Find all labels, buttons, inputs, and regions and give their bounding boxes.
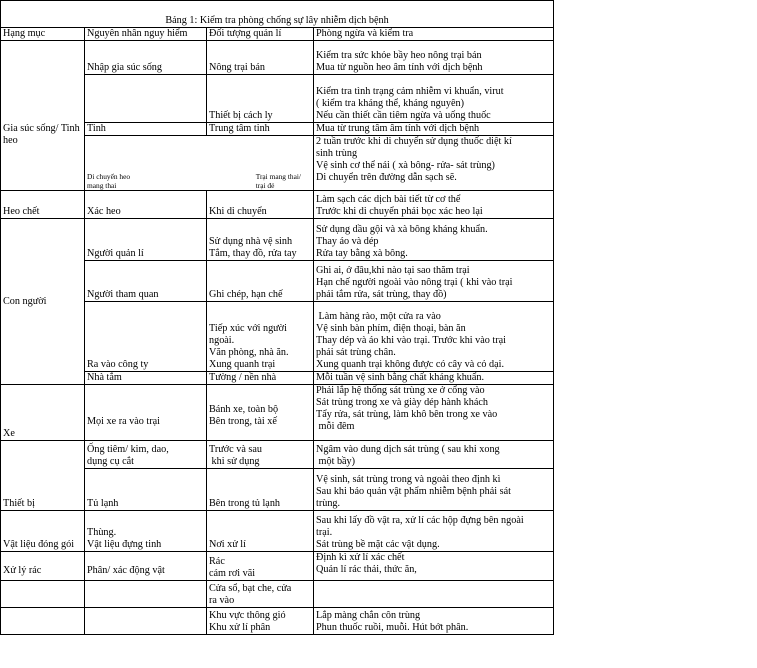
measure-line: Nếu cần thiết cần tiêm ngừa và uống thuốc <box>316 110 491 121</box>
measure-line: Sau khi lấy đồ vật ra, xử lí các hộp đựng bên ngoài <box>316 515 524 526</box>
measure-cell <box>314 302 554 372</box>
target-cell <box>207 441 314 469</box>
empty-cell <box>1 581 85 608</box>
header-row <box>1 28 554 41</box>
cause-cell <box>85 75 207 123</box>
measure-line: Xung quanh trại không được có cây và cỏ dại. <box>316 359 505 370</box>
category-dead: Heo chết <box>1 191 85 219</box>
measure-cell <box>314 261 554 302</box>
measure-line: Thay áo và dép <box>316 236 379 247</box>
empty-cell <box>85 608 207 635</box>
measure-line: Tẩy rửa, sát trùng, làm khô bên trong xe vào <box>316 409 498 420</box>
measure-line: Hạn chế người ngoài vào nông trại ( khi vào trại <box>316 277 513 288</box>
empty-cell <box>1 608 85 635</box>
cause-cell: Người quản lí <box>85 219 207 261</box>
measure-line: Kiểm tra sức khỏe bầy heo nông trại bán <box>316 50 482 61</box>
target-line: khi sử dụng <box>209 456 260 467</box>
category-vehicle: Xe <box>1 385 85 441</box>
measure-line: Lắp màng chắn côn trùng <box>316 610 421 621</box>
target-line: Khu xử lí phân <box>209 622 271 633</box>
cause-cell: Ra vào công ty <box>85 302 207 372</box>
sub-line: mang thai <box>87 181 117 190</box>
sub-line: Trại mang thai/ <box>255 172 301 181</box>
table-title: Bảng 1: Kiểm tra phòng chống sự lây nhiễm dịch bệnh <box>1 1 554 28</box>
target-cell: Tường / nền nhà <box>207 372 314 385</box>
header-cause: Nguyên nhân nguy hiểm <box>85 28 207 41</box>
table-row <box>1 219 554 261</box>
table-row <box>1 41 554 75</box>
target-line: Văn phòng, nhà ăn. <box>209 347 289 358</box>
measure-line: sinh trùng <box>316 148 358 159</box>
target-line: Bánh xe, toàn bộ <box>209 404 279 415</box>
cause-cell: Nhà tắm <box>85 372 207 385</box>
target-cell <box>207 219 314 261</box>
cause-cell: Mọi xe ra vào trại <box>85 385 207 441</box>
target-line: Cửa sổ, bạt che, cửa <box>209 583 292 594</box>
measure-line: Ngâm vào dung dịch sát trùng ( sau khi xong <box>316 444 500 455</box>
target-line: Xung quanh trại <box>209 359 276 370</box>
measure-cell <box>314 41 554 75</box>
measure-cell: Mua từ trung tâm âm tính với dịch bệnh <box>314 123 554 136</box>
measure-cell <box>314 469 554 511</box>
target-cell: Nông trại bán <box>207 41 314 75</box>
measure-line: một bầy) <box>316 456 356 467</box>
measure-cell <box>314 511 554 552</box>
cause-cell: Tinh <box>85 123 207 136</box>
table-row <box>1 581 554 608</box>
measure-line: phải tắm rửa, sát trùng, thay đồ) <box>316 289 447 300</box>
measure-line: Rửa tay bằng xà bông. <box>316 248 408 259</box>
measure-line: trùng. <box>316 498 341 509</box>
measure-line: Kiểm tra tình trạng cảm nhiễm vi khuẩn, virut <box>316 86 504 97</box>
measure-line: Mua từ nguồn heo âm tính với dịch bệnh <box>316 62 483 73</box>
header-target: Đối tượng quản lí <box>207 28 314 41</box>
sub-label-move <box>87 172 130 190</box>
measure-cell <box>314 191 554 219</box>
measure-line: ( kiểm tra kháng thể, kháng nguyên) <box>316 98 464 109</box>
measure-line: Phải lắp hệ thống sát trùng xe ở cổng vào <box>316 385 485 396</box>
target-line: ra vào <box>209 595 235 606</box>
cause-line: Vật liệu đựng tinh <box>87 539 162 550</box>
table-row <box>1 385 554 441</box>
measure-cell <box>314 441 554 469</box>
target-line: Trước và sau <box>209 444 262 455</box>
cause-cell <box>85 511 207 552</box>
category-people: Con người <box>1 219 85 385</box>
measure-cell <box>314 136 554 191</box>
target-cell: Trung tâm tinh <box>207 123 314 136</box>
measure-cell: Mỗi tuần vệ sinh bằng chất kháng khuẩn. <box>314 372 554 385</box>
measure-line: Sau khi bảo quản vật phẩm nhiễm bệnh phải sát <box>316 486 511 497</box>
measure-line: Ghi ai, ở đâu,khi nào tại sao thăm trại <box>316 265 470 276</box>
measure-cell <box>314 385 554 441</box>
measure-line: Thay dép và áo khi vào trại. Trước khi vào trại <box>316 335 506 346</box>
target-cell <box>207 385 314 441</box>
sub-cause-cell <box>85 136 314 191</box>
category-equipment: Thiết bị <box>1 441 85 511</box>
target-line: Rác <box>209 556 225 567</box>
cause-cell: Phân/ xác động vật <box>85 552 207 581</box>
target-line: Tắm, thay đồ, rửa tay <box>209 248 297 259</box>
target-cell: Nơi xử lí <box>207 511 314 552</box>
measure-line: Sát trùng bề mặt các vật dụng. <box>316 539 440 550</box>
measure-line: Làm sạch các dịch bài tiết từ cơ thể <box>316 194 461 205</box>
empty-cell <box>85 581 207 608</box>
measure-line: 2 tuần trước khi di chuyển sử dụng thuốc diệt kí <box>316 136 512 147</box>
category-livestock <box>1 41 85 191</box>
measure-line: Vệ sinh, sát trùng trong và ngoài theo định kì <box>316 474 501 485</box>
target-cell: Thiết bị cách ly <box>207 75 314 123</box>
sub-line: Di chuyển heo <box>87 172 131 181</box>
measure-line: Sát trùng trong xe và giày dép hành khách <box>316 397 489 408</box>
measure-line: Định kì xử lí xác chết <box>316 552 405 563</box>
target-cell <box>207 608 314 635</box>
sub-labels <box>87 172 311 190</box>
table-row <box>1 511 554 552</box>
category-waste: Xử lý rác <box>1 552 85 581</box>
measure-line: Làm hàng rào, một cửa ra vào <box>316 311 441 322</box>
measure-line: Quản lí rác thải, thức ăn, <box>316 564 417 575</box>
table-row <box>1 552 554 581</box>
table-row <box>1 608 554 635</box>
title-row <box>1 1 554 28</box>
measure-line: Vệ sinh bàn phím, điện thoại, bàn ăn <box>316 323 466 334</box>
measure-cell <box>314 75 554 123</box>
measure-line: phải sát trùng chân. <box>316 347 396 358</box>
header-category: Hạng mục <box>1 28 85 41</box>
table-row <box>1 191 554 219</box>
target-cell <box>207 552 314 581</box>
target-line: cám rơi vãi <box>209 568 256 579</box>
target-cell <box>207 302 314 372</box>
target-cell: Khi di chuyển <box>207 191 314 219</box>
target-cell <box>207 581 314 608</box>
measure-line: Phun thuốc ruồi, muỗi. Hút bớt phân. <box>316 622 469 633</box>
target-line: Khu vực thông gió <box>209 610 286 621</box>
cause-cell <box>85 441 207 469</box>
target-cell: Bên trong tủ lạnh <box>207 469 314 511</box>
category-label: Gia súc sống/ Tinh heo <box>3 122 80 146</box>
measure-cell <box>314 608 554 635</box>
cause-line: Ống tiêm/ kim, dao, <box>87 444 169 455</box>
sub-line: trại đẻ <box>255 181 275 190</box>
measure-line: Vệ sinh cơ thể nái ( xà bông- rửa- sát trùng) <box>316 160 495 171</box>
measure-line: trại. <box>316 527 333 538</box>
measure-cell <box>314 219 554 261</box>
cause-cell: Nhập gia súc sống <box>85 41 207 75</box>
cause-cell: Tủ lạnh <box>85 469 207 511</box>
measure-line: Di chuyển trên đường dẫn sạch sẽ. <box>316 172 457 183</box>
cause-line: dụng cụ cắt <box>87 456 134 467</box>
measure-line: Sử dụng dầu gội và xà bông kháng khuẩn. <box>316 224 488 235</box>
target-cell: Ghi chép, hạn chế <box>207 261 314 302</box>
target-line: Tiếp xúc với người <box>209 323 287 334</box>
measure-cell <box>314 552 554 581</box>
sub-label-farm <box>256 172 301 190</box>
target-line: Bên trong, tài xế <box>209 416 277 427</box>
cause-cell: Xác heo <box>85 191 207 219</box>
cause-cell: Người tham quan <box>85 261 207 302</box>
target-line: ngoài. <box>209 335 235 346</box>
cause-line: Thùng. <box>87 527 117 538</box>
header-measures: Phòng ngừa và kiểm tra <box>314 28 554 41</box>
target-line: Sử dụng nhà vệ sinh <box>209 236 293 247</box>
empty-cell <box>314 581 554 608</box>
measure-line: mỗi đêm <box>316 421 355 432</box>
table-row <box>1 441 554 469</box>
category-packaging: Vật liệu đóng gói <box>1 511 85 552</box>
measure-line: Trước khi di chuyển phải bọc xác heo lại <box>316 206 483 217</box>
